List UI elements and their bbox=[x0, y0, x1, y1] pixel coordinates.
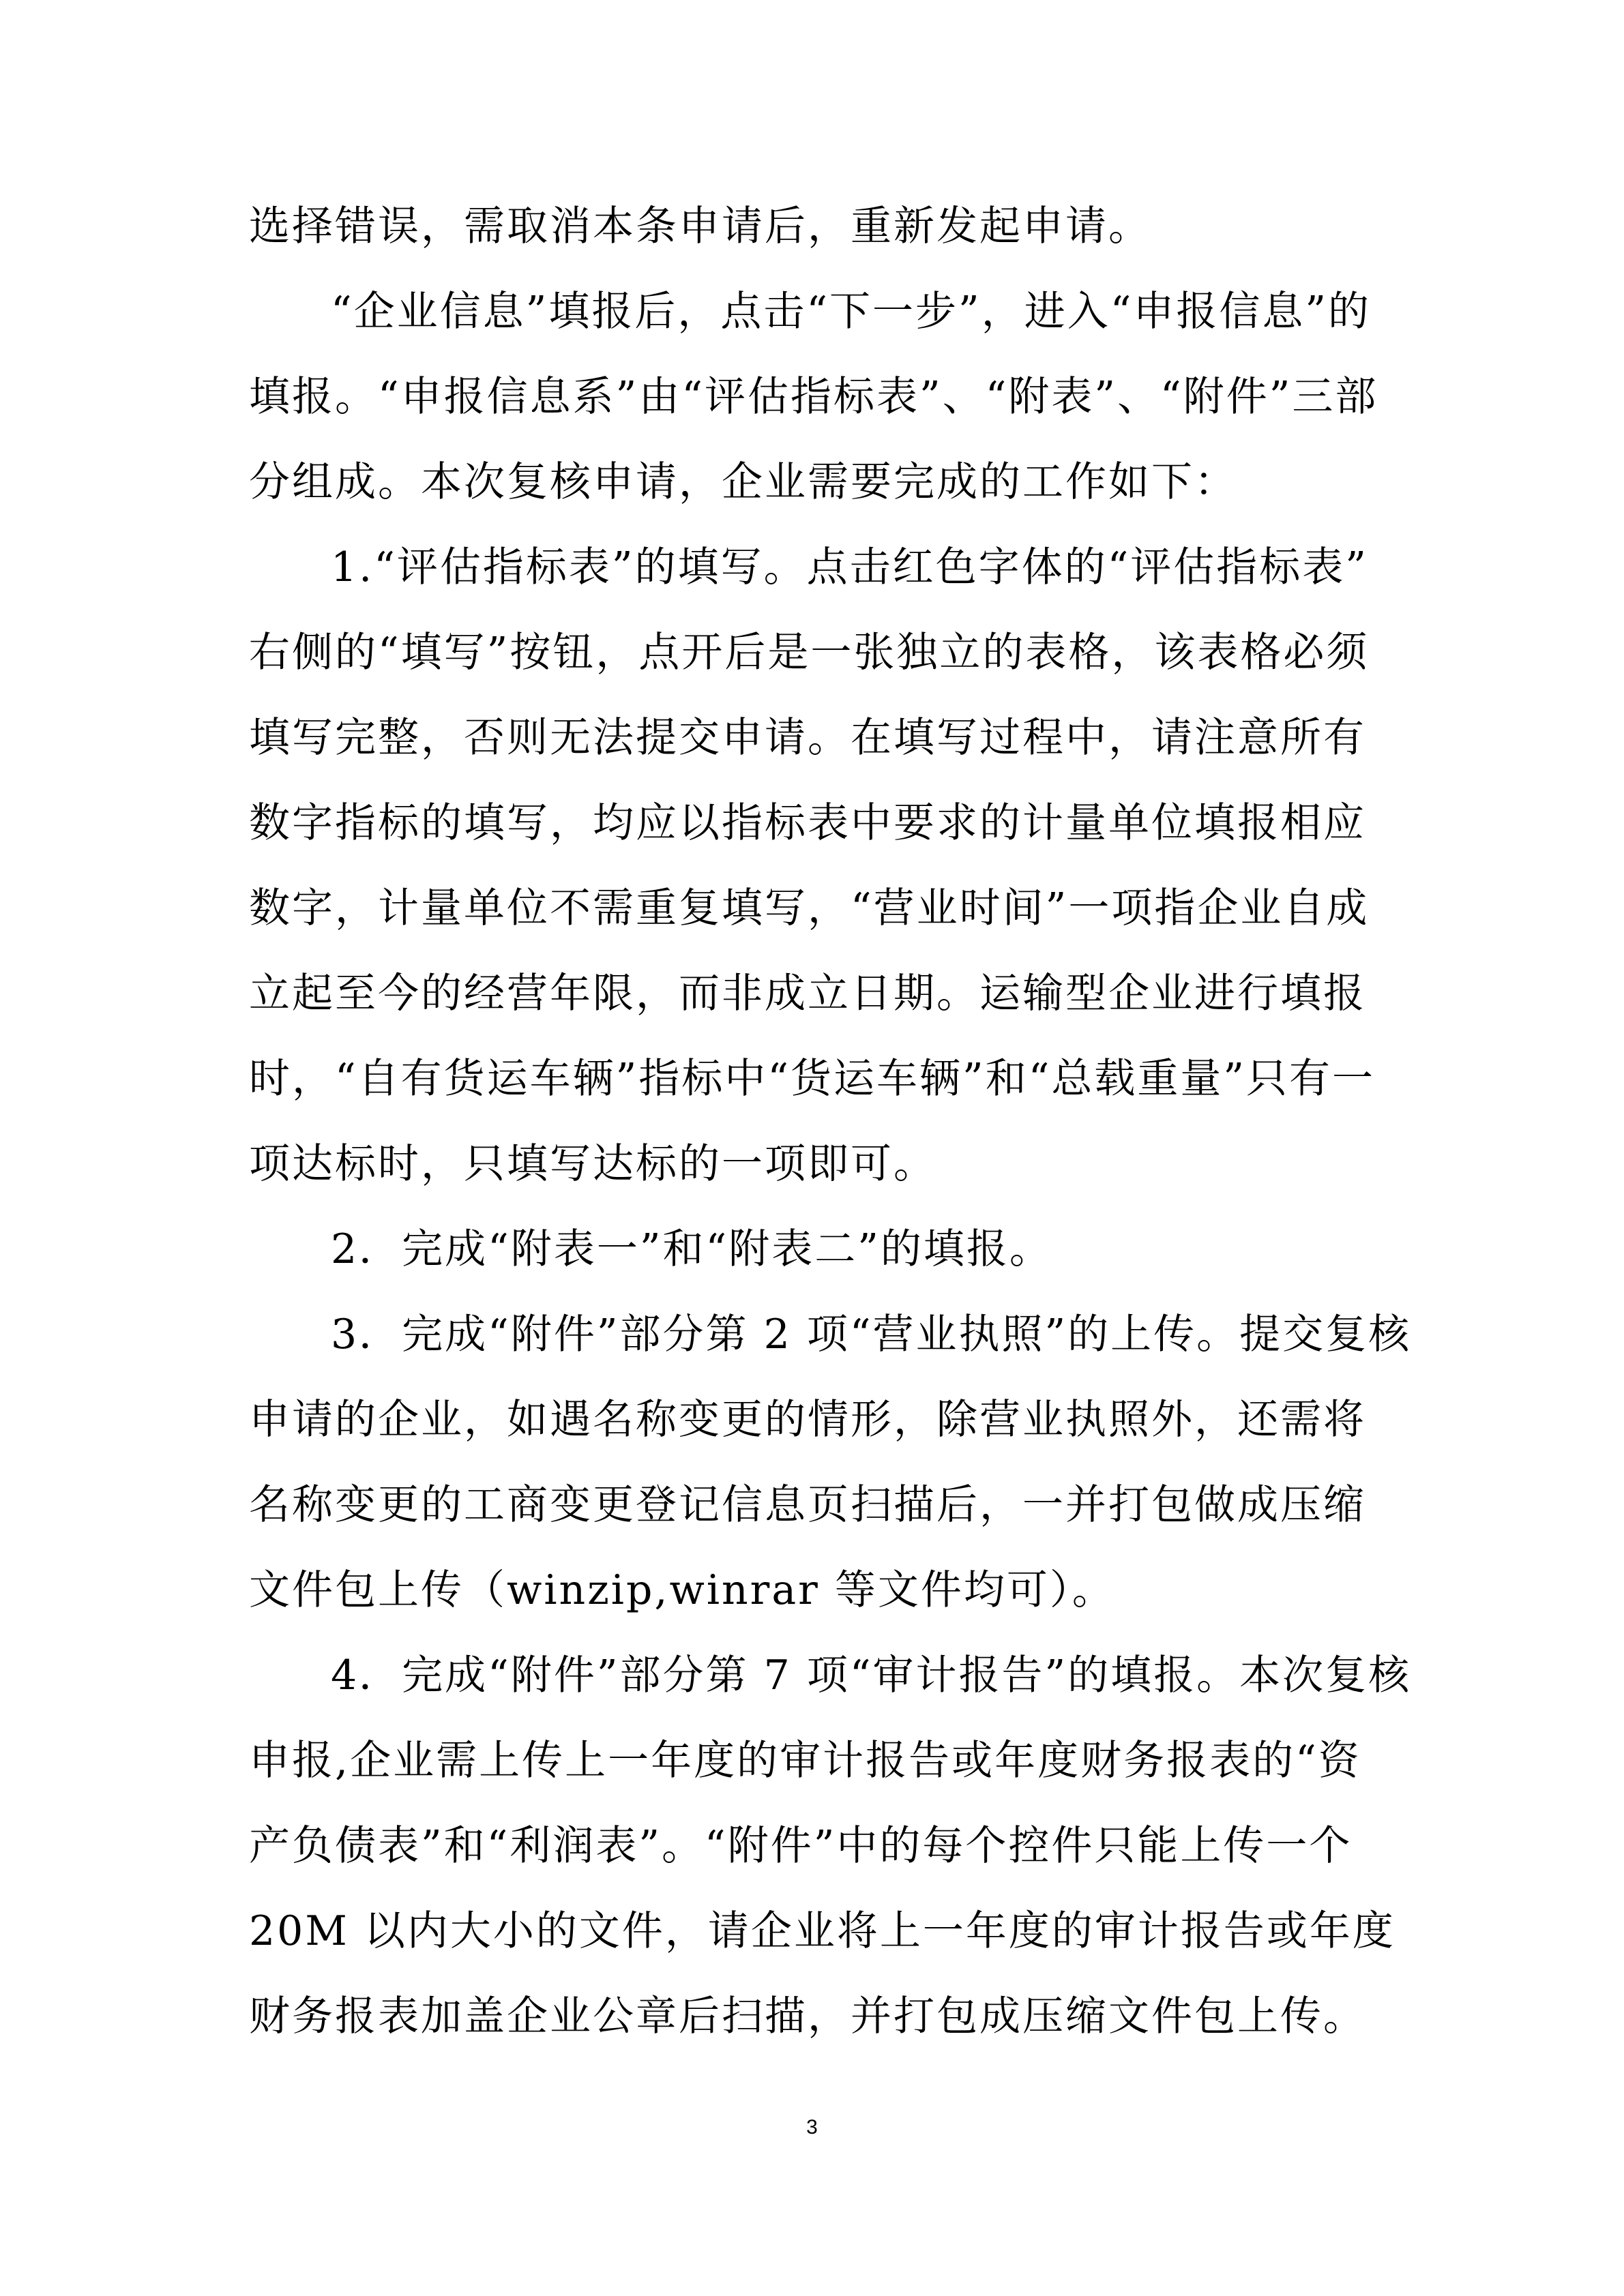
paragraph-end: 财务报表加盖企业公章后扫描，并打包成压缩文件包上传。 bbox=[249, 1993, 1366, 2040]
paragraph-line: 右侧的“填写”按钮，点开后是一张独立的表格，该表格必须 bbox=[249, 629, 1370, 676]
paragraph-line: 申请的企业，如遇名称变更的情形，除营业执照外，还需将 bbox=[249, 1396, 1366, 1444]
text-line bbox=[0, 696, 1624, 781]
paragraph-line: 名称变更的工商变更登记信息页扫描后，一并打包做成压缩 bbox=[249, 1481, 1366, 1529]
text-line bbox=[0, 440, 1624, 525]
text-line bbox=[0, 1037, 1624, 1122]
list-item-4-start: 4．完成“附件”部分第 7 项“审计报告”的填报。本次复核 bbox=[331, 1652, 1412, 1699]
paragraph-start: “企业信息”填报后，点击“下一步”，进入“申报信息”的 bbox=[331, 288, 1372, 336]
text-line bbox=[0, 355, 1624, 440]
text-line bbox=[0, 1377, 1624, 1463]
text-line bbox=[0, 866, 1624, 951]
text-line bbox=[0, 1292, 1624, 1377]
paragraph-line: 产负债表”和“利润表”。“附件”中的每个控件只能上传一个 bbox=[249, 1822, 1353, 1870]
text-line bbox=[0, 610, 1624, 696]
page-number: 3 bbox=[806, 2116, 818, 2138]
text-line bbox=[0, 1548, 1624, 1633]
text-line bbox=[0, 1974, 1624, 2059]
text-line bbox=[0, 525, 1624, 610]
text-line bbox=[0, 1633, 1624, 1718]
text-line bbox=[0, 1463, 1624, 1548]
text-line bbox=[0, 1889, 1624, 1974]
paragraph-line: 文件包上传（winzip,winrar 等文件均可）。 bbox=[249, 1566, 1115, 1614]
paragraph-line: 立起至今的经营年限，而非成立日期。运输型企业进行填报 bbox=[249, 970, 1366, 1017]
text-line bbox=[0, 951, 1624, 1037]
paragraph-line: 分组成。本次复核申请，企业需要完成的工作如下： bbox=[249, 458, 1237, 506]
paragraph-line: 数字，计量单位不需重复填写，“营业时间”一项指企业自成 bbox=[249, 884, 1370, 932]
list-item-3-start: 3．完成“附件”部分第 2 项“营业执照”的上传。提交复核 bbox=[331, 1311, 1412, 1358]
list-item-1-start: 1.“评估指标表”的填写。点击红色字体的“评估指标表” bbox=[331, 543, 1368, 591]
text-line bbox=[0, 1207, 1624, 1292]
list-item-2: 2．完成“附表一”和“附表二”的填报。 bbox=[331, 1225, 1052, 1273]
text-line bbox=[0, 1718, 1624, 1804]
paragraph-continuation: 选择错误，需取消本条申请后，重新发起申请。 bbox=[249, 203, 1151, 250]
paragraph-line: 申报,企业需上传上一年度的审计报告或年度财务报表的“资 bbox=[249, 1737, 1361, 1785]
paragraph-line: 项达标时，只填写达标的一项即可。 bbox=[249, 1140, 936, 1188]
text-line bbox=[0, 1804, 1624, 1889]
paragraph-line: 填写完整，否则无法提交申请。在填写过程中，请注意所有 bbox=[249, 714, 1366, 762]
text-line bbox=[0, 184, 1624, 269]
paragraph-line: 数字指标的填写，均应以指标表中要求的计量单位填报相应 bbox=[249, 799, 1366, 847]
paragraph-line: 时，“自有货运车辆”指标中“货运车辆”和“总载重量”只有一 bbox=[249, 1055, 1376, 1103]
text-line bbox=[0, 781, 1624, 866]
paragraph-line: 20M 以内大小的文件，请企业将上一年度的审计报告或年度 bbox=[249, 1907, 1396, 1955]
text-line bbox=[0, 269, 1624, 355]
paragraph-line: 填报。“申报信息系”由“评估指标表”、“附表”、“附件”三部 bbox=[249, 373, 1378, 421]
text-line bbox=[0, 1122, 1624, 1207]
